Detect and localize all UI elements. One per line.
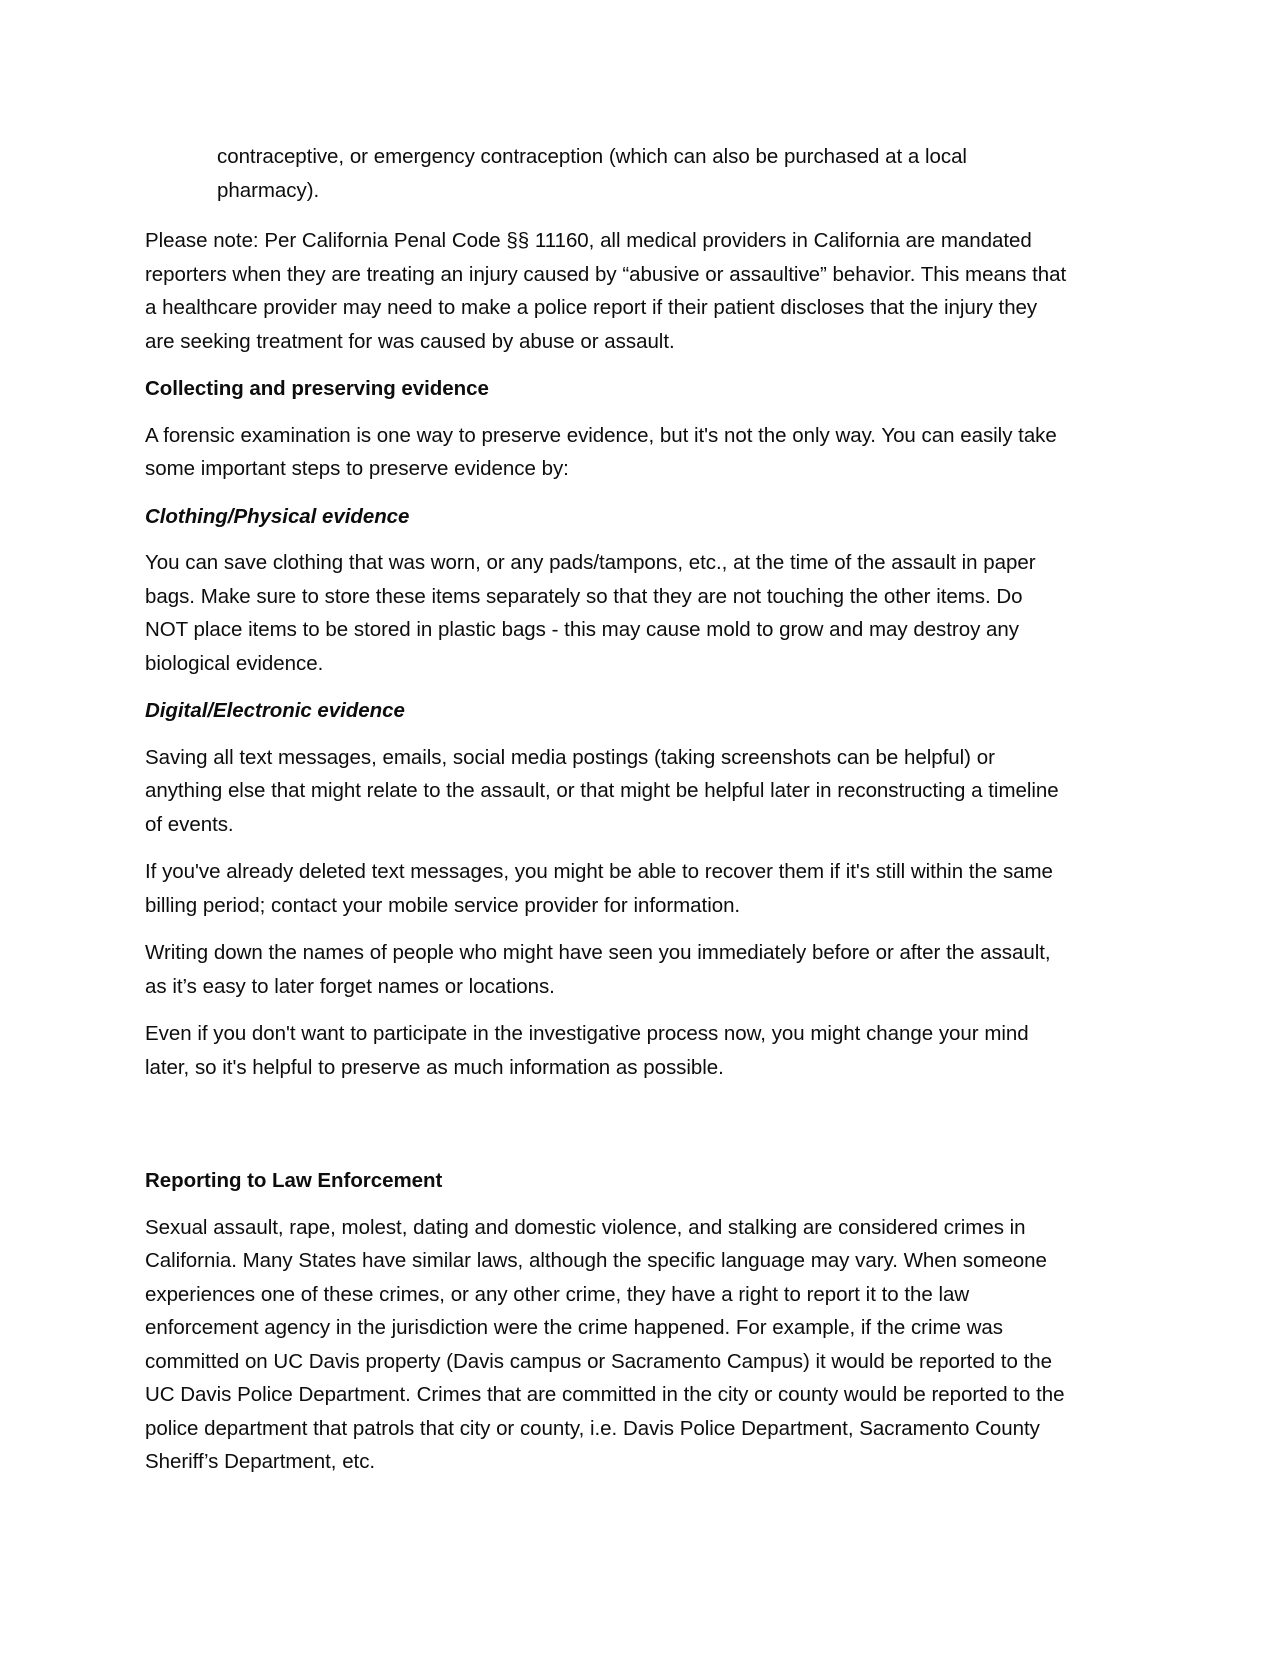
paragraph-please-note: Please note: Per California Penal Code §§ 11160, all medical providers in California are mandated reporters when they are treating an injury caused by “abusive or assaultive” behavior. This means that a healthcare provider may need to make a police report if their patient discloses that the injury they are seeking treatment for was caused by abuse or assault. — [145, 229, 1067, 353]
heading-reporting-to-law-enforcement: Reporting to Law Enforcement — [145, 1169, 443, 1192]
paragraph-sexual-assault-crimes: Sexual assault, rape, molest, dating and domestic violence, and stalking are considered crimes in California. Many States have similar laws, although the specific language may vary. When someone experiences one of these crimes, or any other crime, they have a right to report it to the law enforcement agency in the jurisdiction were the crime happened. For example, if the crime was committed on UC Davis property (Davis campus or Sacramento Campus) it would be reported to the UC Davis Police Department. Crimes that are committed in the city or county would be reported to the police department that patrols that city or county, i.e. Davis Police Department, Sacramento County Sheriff’s Department, etc. — [145, 1215, 1065, 1473]
paragraph-saving-messages: Saving all text messages, emails, social media postings (taking screenshots can be helpful) or anything else that might relate to the assault, or that might be helpful later in reconstructing a timeline of events. — [145, 745, 1059, 836]
document-body — [145, 140, 1070, 1493]
paragraph-contraceptive: contraceptive, or emergency contraception (which can also be purchased at a local pharmacy). — [217, 145, 967, 202]
subheading-clothing-physical-evidence: Clothing/Physical evidence — [145, 504, 410, 528]
paragraph-deleted-messages: If you've already deleted text messages, you might be able to recover them if it's still within the same billing period; contact your mobile service provider for information. — [145, 860, 1053, 917]
paragraph-even-if-not-participate: Even if you don't want to participate in the investigative process now, you might change your mind later, so it's helpful to preserve as much information as possible. — [145, 1022, 1029, 1079]
heading-collecting-and-preserving-evidence: Collecting and preserving evidence — [145, 377, 489, 400]
paragraph-clothing-storage: You can save clothing that was worn, or any pads/tampons, etc., at the time of the assault in paper bags. Make sure to store these items separately so that they are not touching the other items. Do NOT place items to be stored in plastic bags - this may cause mold to grow and may destroy any biological evidence. — [145, 551, 1036, 675]
paragraph-writing-names: Writing down the names of people who might have seen you immediately before or after the assault, as it’s easy to later forget names or locations. — [145, 941, 1051, 998]
subheading-digital-electronic-evidence: Digital/Electronic evidence — [145, 699, 405, 722]
paragraph-forensic-examination: A forensic examination is one way to preserve evidence, but it's not the only way. You can easily take some important steps to preserve evidence by: — [145, 423, 1057, 480]
